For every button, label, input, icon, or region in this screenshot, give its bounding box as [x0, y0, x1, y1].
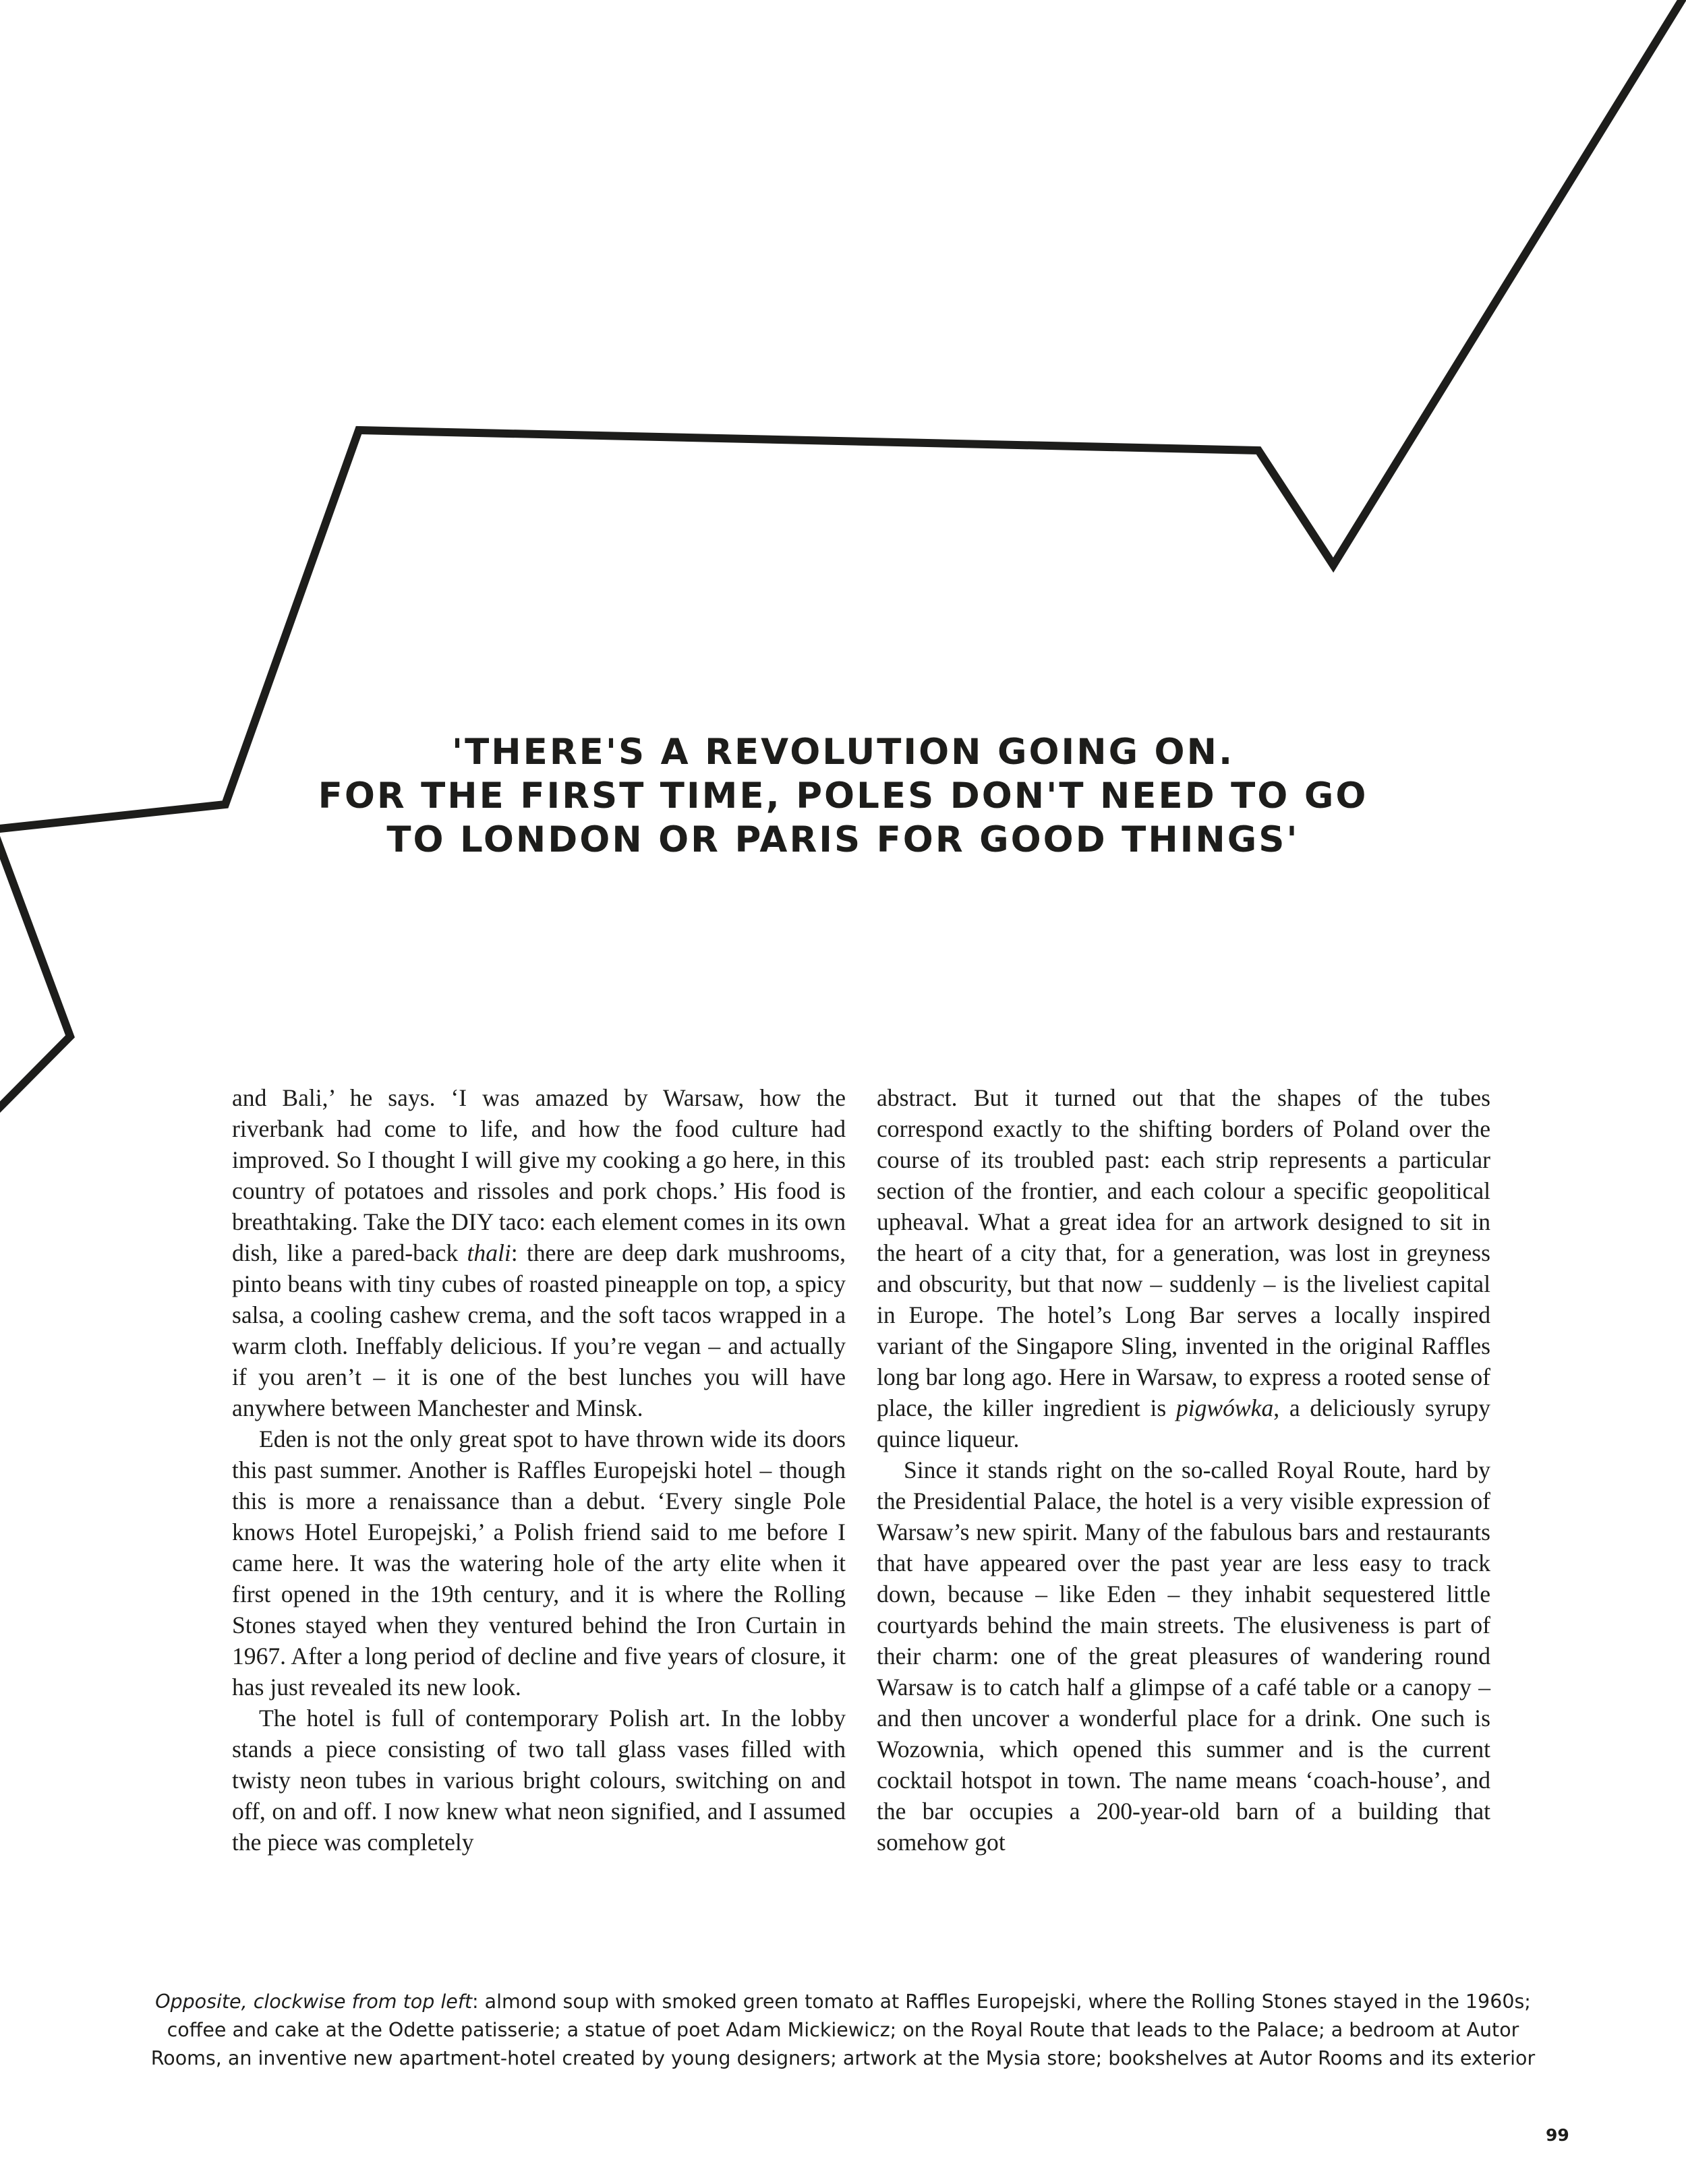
paragraph-text: , a deliciously syrupy quince liqueur.: [877, 1394, 1491, 1452]
body-column-right: [877, 1082, 1490, 1858]
page-number: 99: [1546, 2125, 1569, 2145]
paragraph-text: abstract. But it turned out that the shapes of the tubes correspond exactly to the shifting borders of Poland over the course of its troubled past: each strip represents a particular section of the frontier, and each colour a specific geopolitical upheaval. What a great idea for an artwork designed to sit in the heart of a city that, for a generation, was lost in greyness and obscurity, but that now – suddenly – is the liveliest capital in Europe. The hotel’s Long Bar serves a locally inspired variant of the Singapore Sling, invented in the original Raffles long bar long ago. Here in Warsaw, to express a rooted sense of place, the killer ingredient is: [877, 1084, 1490, 1421]
paragraph-text: : there are deep dark mushrooms, pinto beans with tiny cubes of roasted pineapple on top, a spicy salsa, a cooling cashew crema, and the soft tacos wrapped in a warm cloth. Ineffably delicious. If you’re vegan – and actually if you aren’t – it is one of the best lunches you will have anywhere between Manchester and Minsk.: [232, 1239, 846, 1421]
italic-term: pigwówka: [1175, 1394, 1274, 1421]
caption-line: Rooms, an inventive new apartment-hotel created by young designers; artwork at the Mysia store; bookshelves at Autor Rooms and its exterior: [150, 2047, 1536, 2069]
paragraph-text: and Bali,’ he says. ‘I was amazed by Warsaw, how the riverbank had come to life, and how the food culture had improved. So I thought I will give my cooking a go here, in this country of potatoes and rissoles and pork chops.’ His food is breathtaking. Take the DIY taco: each element comes in its own dish, like a pared-back: [232, 1084, 846, 1266]
body-paragraph: [232, 1082, 846, 1423]
pull-quote-line: FOR THE FIRST TIME, POLES DON'T NEED TO GO: [318, 775, 1368, 817]
italic-term: thali: [467, 1239, 511, 1266]
body-column-left: [232, 1082, 846, 1858]
body-paragraph: The hotel is full of contemporary Polish art. In the lobby stands a piece consisting of two tall glass vases filled with twisty neon tubes in various bright colours, switching on and off, on and off. I now knew what neon signified, and I assumed the piece was completely: [232, 1705, 846, 1856]
photo-caption: [135, 1988, 1551, 2073]
caption-text: : almond soup with smoked green tomato at Raffles Europejski, where the Rolling Stones stayed in the 1960s;: [472, 1990, 1531, 2013]
body-paragraph: Eden is not the only great spot to have thrown wide its doors this past summer. Another is Raffles Europejski hotel – though this is more a renaissance than a debut. ‘Every single Pole knows Hotel Europejski,’ a Polish friend said to me before I came here. It was the watering hole of the arty elite when it first opened in the 19th century, and it is where the Rolling Stones stayed when they ventured behind the Iron Curtain in 1967. After a long period of decline and five years of closure, it has just revealed its new look.: [232, 1425, 846, 1701]
pull-quote: [256, 730, 1430, 862]
body-paragraph: Since it stands right on the so-called Royal Route, hard by the Presidential Palace, the hotel is a very visible expression of Warsaw’s new spirit. Many of the fabulous bars and restaurants that have appeared over the past year are less easy to track down, because – like Eden – they inhabit sequestered little courtyards behind the main streets. The elusiveness is part of their charm: one of the great pleasures of wandering round Warsaw is to catch half a glimpse of a café table or a canopy – and then uncover a wonderful place for a drink. One such is Wozownia, which opened this summer and is the current cocktail hotspot in town. The name means ‘coach-house’, and the bar occupies a 200-year-old barn of a building that somehow got: [877, 1456, 1490, 1856]
pull-quote-line: 'THERE'S A REVOLUTION GOING ON.: [451, 732, 1235, 773]
caption-line: coffee and cake at the Odette patisserie; a statue of poet Adam Mickiewicz; on the Royal Route that leads to the Palace; a bedroom at Autor: [167, 2019, 1519, 2041]
pull-quote-line: TO LONDON OR PARIS FOR GOOD THINGS': [386, 819, 1300, 860]
caption-line: [135, 1988, 1551, 2016]
body-paragraph: [877, 1082, 1490, 1454]
caption-lead: Opposite, clockwise from top left: [155, 1990, 473, 2013]
